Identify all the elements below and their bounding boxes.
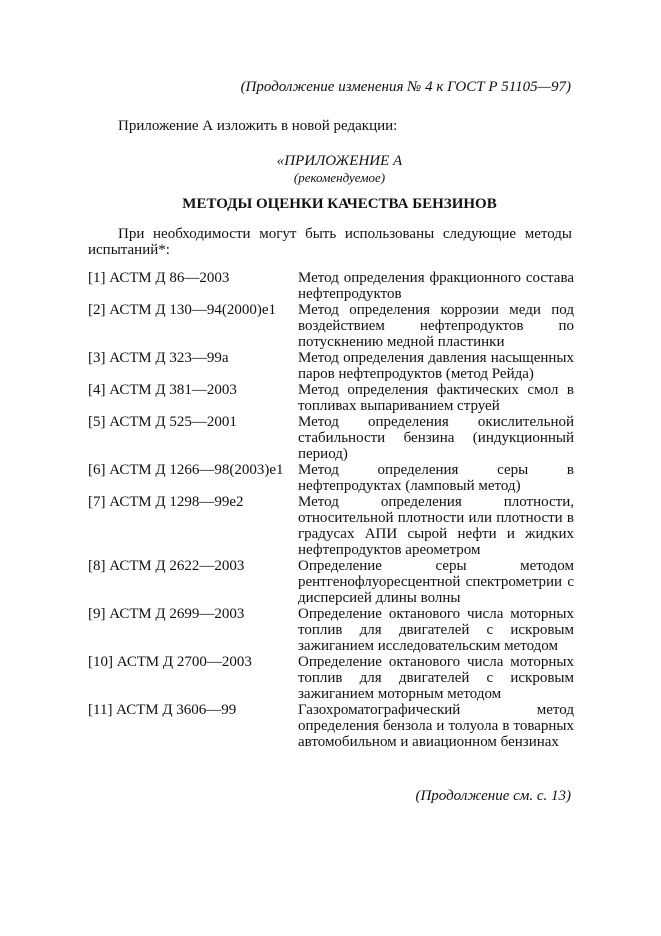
- method-description: Метод определения окислительной стабильности бензина (индукционный период): [298, 414, 574, 462]
- method-row: [88, 382, 574, 414]
- method-description: Определение октанового числа моторных топлив для двигателей с искровым зажиганием исследовательским методом: [298, 606, 574, 654]
- method-row: [88, 350, 574, 382]
- method-code: [9] АСТМ Д 2699—2003: [88, 606, 245, 622]
- method-row: [88, 414, 574, 462]
- method-description: Метод определения давления насыщенных паров нефтепродуктов (метод Рейда): [298, 350, 574, 382]
- method-code: [7] АСТМ Д 1298—99е2: [88, 494, 244, 510]
- method-code: [4] АСТМ Д 381—2003: [88, 382, 237, 398]
- method-row: [88, 606, 574, 654]
- method-code: [6] АСТМ Д 1266—98(2003)е1: [88, 462, 284, 478]
- header-continuation-note: (Продолжение изменения № 4 к ГОСТ Р 51105—97): [240, 79, 571, 95]
- method-code: [10] АСТМ Д 2700—2003: [88, 654, 252, 670]
- method-row: [88, 654, 574, 702]
- appendix-title: «ПРИЛОЖЕНИЕ А: [276, 153, 403, 169]
- method-description: Определение октанового числа моторных топлив для двигателей с искровым зажиганием моторным методом: [298, 654, 574, 702]
- method-row: [88, 494, 574, 558]
- method-description: Метод определения коррозии меди под воздействием нефтепродуктов по потускнению медной пластинки: [298, 302, 574, 350]
- method-code: [8] АСТМ Д 2622—2003: [88, 558, 245, 574]
- method-description: Метод определения фракционного состава нефтепродуктов: [298, 270, 574, 302]
- intro-paragraph: При необходимости могут быть использованы следующие методы испытаний*:: [88, 226, 572, 258]
- method-code: [1] АСТМ Д 86—2003: [88, 270, 230, 286]
- method-code: [3] АСТМ Д 323—99а: [88, 350, 229, 366]
- method-row: [88, 558, 574, 606]
- methods-list: [88, 270, 574, 750]
- section-title: МЕТОДЫ ОЦЕНКИ КАЧЕСТВА БЕНЗИНОВ: [182, 196, 497, 212]
- method-description: Газохроматографический метод определения бензола и толуола в товарных автомобильном и авиационном бензинах: [298, 702, 574, 750]
- intro-text: Приложение А изложить в новой редакции:: [118, 118, 398, 134]
- method-code: [5] АСТМ Д 525—2001: [88, 414, 237, 430]
- method-description: Метод определения фактических смол в топливах выпариванием струей: [298, 382, 574, 414]
- method-row: [88, 302, 574, 350]
- method-description: Метод определения плотности, относительной плотности или плотности в градусах АПИ сырой нефти и жидких нефтепродуктов ареометром: [298, 494, 574, 558]
- method-code: [11] АСТМ Д 3606—99: [88, 702, 237, 718]
- method-row: [88, 702, 574, 750]
- footer-continuation-note: (Продолжение см. с. 13): [415, 788, 571, 804]
- method-row: [88, 462, 574, 494]
- appendix-subtitle: (рекомендуемое): [293, 170, 386, 185]
- method-description: Метод определения серы в нефтепродуктах (ламповый метод): [298, 462, 574, 494]
- method-description: Определение серы методом рентгенофлуоресцентной спектрометрии с дисперсией длины волны: [298, 558, 574, 606]
- method-row: [88, 270, 574, 302]
- method-code: [2] АСТМ Д 130—94(2000)е1: [88, 302, 277, 318]
